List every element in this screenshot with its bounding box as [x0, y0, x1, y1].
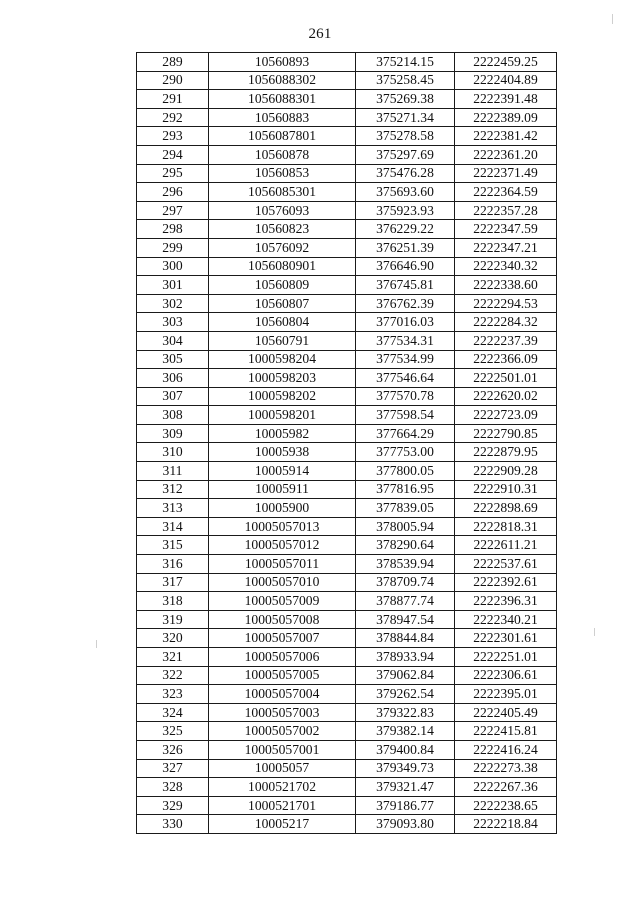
y-coordinate-cell: 2222364.59 [455, 183, 557, 202]
x-coordinate-cell: 376229.22 [356, 220, 455, 239]
row-number-cell: 308 [137, 406, 209, 425]
x-coordinate-cell: 379382.14 [356, 722, 455, 741]
x-coordinate-cell: 375476.28 [356, 164, 455, 183]
y-coordinate-cell: 2222392.61 [455, 573, 557, 592]
point-id-cell: 1000598204 [209, 350, 356, 369]
x-coordinate-cell: 379321.47 [356, 778, 455, 797]
row-number-cell: 311 [137, 462, 209, 481]
point-id-cell: 10005057001 [209, 740, 356, 759]
point-id-cell: 10560791 [209, 331, 356, 350]
y-coordinate-cell: 2222371.49 [455, 164, 557, 183]
y-coordinate-cell: 2222381.42 [455, 127, 557, 146]
y-coordinate-cell: 2222357.28 [455, 201, 557, 220]
y-coordinate-cell: 2222723.09 [455, 406, 557, 425]
x-coordinate-cell: 377570.78 [356, 387, 455, 406]
point-id-cell: 10005057 [209, 759, 356, 778]
point-id-cell: 10005982 [209, 424, 356, 443]
table-row [137, 238, 557, 257]
x-coordinate-cell: 377534.99 [356, 350, 455, 369]
row-number-cell: 316 [137, 555, 209, 574]
point-id-cell: 10560883 [209, 108, 356, 127]
x-coordinate-cell: 379062.84 [356, 666, 455, 685]
x-coordinate-cell: 375269.38 [356, 90, 455, 109]
table-row [137, 555, 557, 574]
point-id-cell: 10560878 [209, 145, 356, 164]
point-id-cell: 10560807 [209, 294, 356, 313]
row-number-cell: 310 [137, 443, 209, 462]
row-number-cell: 300 [137, 257, 209, 276]
x-coordinate-cell: 378844.84 [356, 629, 455, 648]
table-row [137, 201, 557, 220]
point-id-cell: 1056087801 [209, 127, 356, 146]
point-id-cell: 1000598202 [209, 387, 356, 406]
x-coordinate-cell: 377664.29 [356, 424, 455, 443]
x-coordinate-cell: 375693.60 [356, 183, 455, 202]
page-number: 261 [308, 26, 332, 42]
x-coordinate-cell: 378877.74 [356, 592, 455, 611]
y-coordinate-cell: 2222415.81 [455, 722, 557, 741]
table-row [137, 629, 557, 648]
table-row [137, 499, 557, 518]
x-coordinate-cell: 378290.64 [356, 536, 455, 555]
row-number-cell: 315 [137, 536, 209, 555]
y-coordinate-cell: 2222620.02 [455, 387, 557, 406]
y-coordinate-cell: 2222340.21 [455, 610, 557, 629]
row-number-cell: 309 [137, 424, 209, 443]
table-row [137, 387, 557, 406]
y-coordinate-cell: 2222898.69 [455, 499, 557, 518]
x-coordinate-cell: 378539.94 [356, 555, 455, 574]
point-id-cell: 1000598201 [209, 406, 356, 425]
y-coordinate-cell: 2222267.36 [455, 778, 557, 797]
row-number-cell: 322 [137, 666, 209, 685]
point-id-cell: 1056085301 [209, 183, 356, 202]
point-id-cell: 1056080901 [209, 257, 356, 276]
y-coordinate-cell: 2222818.31 [455, 517, 557, 536]
table-row [137, 108, 557, 127]
y-coordinate-cell: 2222910.31 [455, 480, 557, 499]
table-row [137, 573, 557, 592]
point-id-cell: 10005057004 [209, 685, 356, 704]
x-coordinate-cell: 378709.74 [356, 573, 455, 592]
row-number-cell: 301 [137, 276, 209, 295]
point-id-cell: 10560804 [209, 313, 356, 332]
point-id-cell: 10005057003 [209, 703, 356, 722]
scan-edge-mark-top [612, 14, 613, 24]
row-number-cell: 317 [137, 573, 209, 592]
row-number-cell: 304 [137, 331, 209, 350]
x-coordinate-cell: 376745.81 [356, 276, 455, 295]
table-row [137, 759, 557, 778]
table-row [137, 90, 557, 109]
table-row [137, 331, 557, 350]
table-row [137, 294, 557, 313]
row-number-cell: 299 [137, 238, 209, 257]
row-number-cell: 306 [137, 369, 209, 388]
y-coordinate-cell: 2222237.39 [455, 331, 557, 350]
row-number-cell: 326 [137, 740, 209, 759]
x-coordinate-cell: 375214.15 [356, 53, 455, 72]
row-number-cell: 294 [137, 145, 209, 164]
x-coordinate-cell: 377534.31 [356, 331, 455, 350]
y-coordinate-cell: 2222459.25 [455, 53, 557, 72]
y-coordinate-cell: 2222251.01 [455, 648, 557, 667]
point-id-cell: 1000521701 [209, 796, 356, 815]
y-coordinate-cell: 2222501.01 [455, 369, 557, 388]
row-number-cell: 289 [137, 53, 209, 72]
y-coordinate-cell: 2222909.28 [455, 462, 557, 481]
row-number-cell: 330 [137, 815, 209, 834]
y-coordinate-cell: 2222404.89 [455, 71, 557, 90]
x-coordinate-cell: 377546.64 [356, 369, 455, 388]
y-coordinate-cell: 2222790.85 [455, 424, 557, 443]
table-row [137, 220, 557, 239]
row-number-cell: 328 [137, 778, 209, 797]
table-row [137, 424, 557, 443]
x-coordinate-cell: 379349.73 [356, 759, 455, 778]
y-coordinate-cell: 2222273.38 [455, 759, 557, 778]
table-row [137, 462, 557, 481]
table-row [137, 145, 557, 164]
x-coordinate-cell: 378005.94 [356, 517, 455, 536]
row-number-cell: 319 [137, 610, 209, 629]
point-id-cell: 10576093 [209, 201, 356, 220]
row-number-cell: 329 [137, 796, 209, 815]
x-coordinate-cell: 376646.90 [356, 257, 455, 276]
point-id-cell: 10005057013 [209, 517, 356, 536]
point-id-cell: 1000521702 [209, 778, 356, 797]
point-id-cell: 10005057011 [209, 555, 356, 574]
y-coordinate-cell: 2222361.20 [455, 145, 557, 164]
y-coordinate-cell: 2222537.61 [455, 555, 557, 574]
point-id-cell: 10005938 [209, 443, 356, 462]
x-coordinate-cell: 379186.77 [356, 796, 455, 815]
y-coordinate-cell: 2222405.49 [455, 703, 557, 722]
row-number-cell: 324 [137, 703, 209, 722]
x-coordinate-cell: 377800.05 [356, 462, 455, 481]
y-coordinate-cell: 2222284.32 [455, 313, 557, 332]
point-id-cell: 10560809 [209, 276, 356, 295]
table-row [137, 722, 557, 741]
table-row [137, 592, 557, 611]
y-coordinate-cell: 2222395.01 [455, 685, 557, 704]
point-id-cell: 10005911 [209, 480, 356, 499]
table-row [137, 350, 557, 369]
row-number-cell: 302 [137, 294, 209, 313]
x-coordinate-cell: 377816.95 [356, 480, 455, 499]
x-coordinate-cell: 378933.94 [356, 648, 455, 667]
point-id-cell: 10560853 [209, 164, 356, 183]
table-row [137, 183, 557, 202]
y-coordinate-cell: 2222611.21 [455, 536, 557, 555]
table-row [137, 703, 557, 722]
table-row [137, 778, 557, 797]
point-id-cell: 1056088302 [209, 71, 356, 90]
row-number-cell: 305 [137, 350, 209, 369]
x-coordinate-cell: 376762.39 [356, 294, 455, 313]
row-number-cell: 293 [137, 127, 209, 146]
point-id-cell: 10005057009 [209, 592, 356, 611]
x-coordinate-cell: 377598.54 [356, 406, 455, 425]
row-number-cell: 327 [137, 759, 209, 778]
row-number-cell: 323 [137, 685, 209, 704]
coordinates-table [136, 52, 557, 834]
y-coordinate-cell: 2222294.53 [455, 294, 557, 313]
table-row [137, 369, 557, 388]
y-coordinate-cell: 2222879.95 [455, 443, 557, 462]
row-number-cell: 318 [137, 592, 209, 611]
row-number-cell: 325 [137, 722, 209, 741]
table-row [137, 313, 557, 332]
x-coordinate-cell: 377753.00 [356, 443, 455, 462]
table-row [137, 796, 557, 815]
table-row [137, 276, 557, 295]
y-coordinate-cell: 2222391.48 [455, 90, 557, 109]
row-number-cell: 298 [137, 220, 209, 239]
point-id-cell: 10005057008 [209, 610, 356, 629]
point-id-cell: 10005057002 [209, 722, 356, 741]
x-coordinate-cell: 379262.54 [356, 685, 455, 704]
row-number-cell: 292 [137, 108, 209, 127]
x-coordinate-cell: 375297.69 [356, 145, 455, 164]
y-coordinate-cell: 2222347.59 [455, 220, 557, 239]
point-id-cell: 10005057010 [209, 573, 356, 592]
y-coordinate-cell: 2222306.61 [455, 666, 557, 685]
row-number-cell: 313 [137, 499, 209, 518]
point-id-cell: 1000598203 [209, 369, 356, 388]
coordinates-table-body [137, 53, 557, 834]
table-row [137, 610, 557, 629]
x-coordinate-cell: 375278.58 [356, 127, 455, 146]
x-coordinate-cell: 378947.54 [356, 610, 455, 629]
y-coordinate-cell: 2222238.65 [455, 796, 557, 815]
y-coordinate-cell: 2222389.09 [455, 108, 557, 127]
table-row [137, 443, 557, 462]
x-coordinate-cell: 379322.83 [356, 703, 455, 722]
point-id-cell: 10005217 [209, 815, 356, 834]
row-number-cell: 312 [137, 480, 209, 499]
y-coordinate-cell: 2222416.24 [455, 740, 557, 759]
row-number-cell: 290 [137, 71, 209, 90]
table-row [137, 406, 557, 425]
table-row [137, 685, 557, 704]
table-row [137, 536, 557, 555]
y-coordinate-cell: 2222218.84 [455, 815, 557, 834]
point-id-cell: 1056088301 [209, 90, 356, 109]
y-coordinate-cell: 2222347.21 [455, 238, 557, 257]
point-id-cell: 10005057006 [209, 648, 356, 667]
scan-edge-mark-right [594, 628, 595, 636]
x-coordinate-cell: 377016.03 [356, 313, 455, 332]
row-number-cell: 297 [137, 201, 209, 220]
x-coordinate-cell: 375258.45 [356, 71, 455, 90]
row-number-cell: 320 [137, 629, 209, 648]
point-id-cell: 10560893 [209, 53, 356, 72]
point-id-cell: 10005900 [209, 499, 356, 518]
point-id-cell: 10005057005 [209, 666, 356, 685]
table-row [137, 648, 557, 667]
table-row [137, 480, 557, 499]
table-row [137, 53, 557, 72]
y-coordinate-cell: 2222340.32 [455, 257, 557, 276]
row-number-cell: 307 [137, 387, 209, 406]
x-coordinate-cell: 375923.93 [356, 201, 455, 220]
table-row [137, 257, 557, 276]
scan-edge-mark-left [96, 640, 97, 648]
x-coordinate-cell: 379400.84 [356, 740, 455, 759]
x-coordinate-cell: 375271.34 [356, 108, 455, 127]
y-coordinate-cell: 2222396.31 [455, 592, 557, 611]
table-row [137, 666, 557, 685]
table-row [137, 127, 557, 146]
row-number-cell: 291 [137, 90, 209, 109]
table-row [137, 815, 557, 834]
y-coordinate-cell: 2222301.61 [455, 629, 557, 648]
point-id-cell: 10576092 [209, 238, 356, 257]
table-row [137, 517, 557, 536]
x-coordinate-cell: 379093.80 [356, 815, 455, 834]
table-row [137, 71, 557, 90]
point-id-cell: 10005057007 [209, 629, 356, 648]
row-number-cell: 296 [137, 183, 209, 202]
y-coordinate-cell: 2222338.60 [455, 276, 557, 295]
point-id-cell: 10005914 [209, 462, 356, 481]
x-coordinate-cell: 376251.39 [356, 238, 455, 257]
table-row [137, 164, 557, 183]
table-row [137, 740, 557, 759]
y-coordinate-cell: 2222366.09 [455, 350, 557, 369]
row-number-cell: 295 [137, 164, 209, 183]
row-number-cell: 321 [137, 648, 209, 667]
row-number-cell: 314 [137, 517, 209, 536]
row-number-cell: 303 [137, 313, 209, 332]
point-id-cell: 10005057012 [209, 536, 356, 555]
x-coordinate-cell: 377839.05 [356, 499, 455, 518]
point-id-cell: 10560823 [209, 220, 356, 239]
